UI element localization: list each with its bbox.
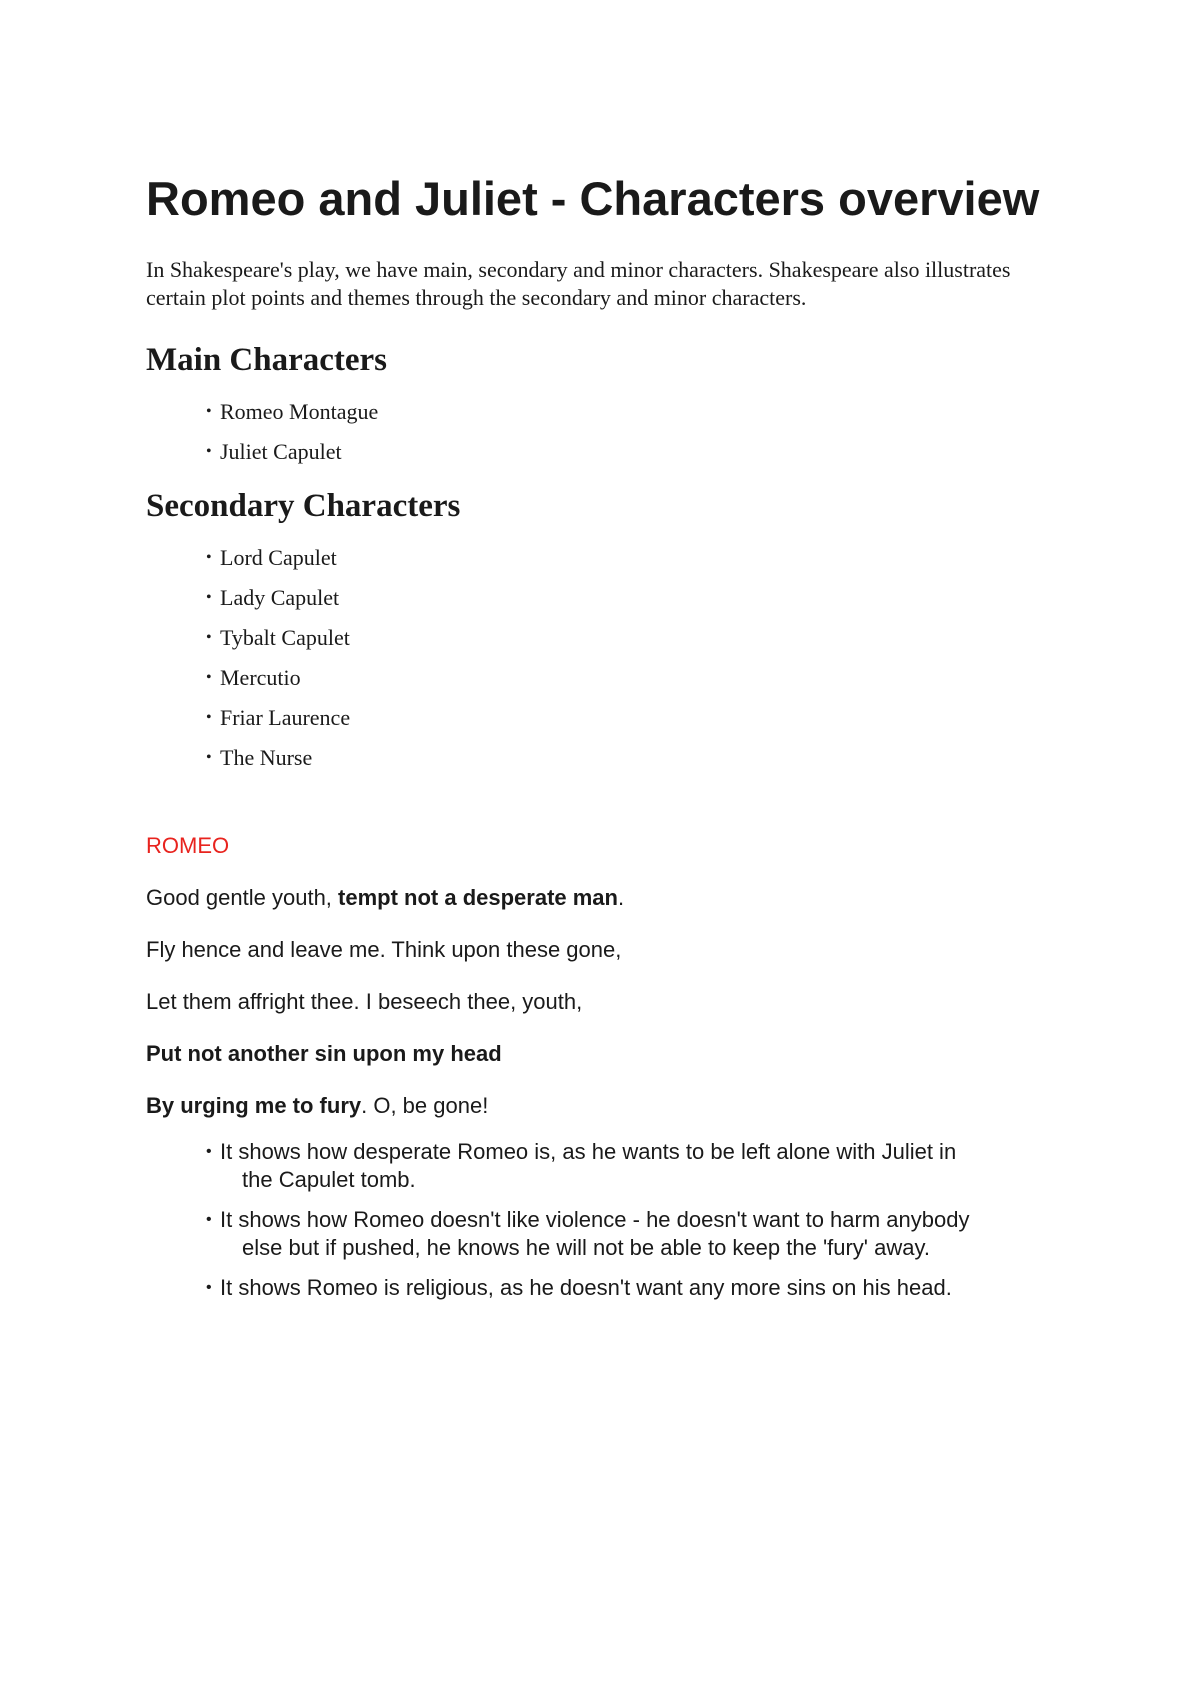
bullet-icon: • bbox=[206, 1143, 212, 1160]
secondary-characters-heading: Secondary Characters bbox=[146, 488, 461, 524]
analysis-point bbox=[220, 1274, 1006, 1302]
list-item bbox=[206, 664, 1066, 692]
list-item bbox=[206, 584, 1066, 612]
intro-paragraph: In Shakespeare's play, we have main, secondary and minor characters. Shakespeare also illustrates certain plot points and themes through the secondary and minor characters. bbox=[146, 257, 1011, 310]
analysis-text: It shows how desperate Romeo is, as he wants to be left alone with Juliet in bbox=[220, 1139, 957, 1164]
page-title: Romeo and Juliet - Characters overview bbox=[146, 172, 1040, 225]
quote-line-5 bbox=[146, 1092, 1066, 1120]
quote-line-1 bbox=[146, 884, 1066, 912]
analysis-point bbox=[220, 1206, 1006, 1262]
quote-text: . bbox=[617, 885, 625, 910]
analysis-list bbox=[146, 1138, 1006, 1302]
list-item bbox=[206, 744, 1066, 772]
main-characters-list bbox=[146, 398, 1066, 466]
list-item bbox=[206, 1138, 1006, 1194]
bullet-icon: • bbox=[206, 589, 212, 606]
quote-text: Good gentle youth, bbox=[146, 885, 339, 910]
character-name: Lady Capulet bbox=[220, 585, 340, 610]
list-item bbox=[206, 544, 1066, 572]
list-item bbox=[206, 704, 1066, 732]
speaker-label: ROMEO bbox=[146, 833, 230, 858]
analysis-text: It shows how Romeo doesn't like violence - he doesn't want to harm anybody bbox=[220, 1207, 970, 1232]
quote-emphasis: Put not another sin upon my head bbox=[146, 1041, 502, 1066]
secondary-characters-list bbox=[146, 544, 1066, 772]
character-name: Juliet Capulet bbox=[220, 439, 342, 464]
bullet-icon: • bbox=[206, 443, 212, 460]
character-name: Lord Capulet bbox=[220, 545, 337, 570]
character-name: Friar Laurence bbox=[220, 705, 351, 730]
character-name: Mercutio bbox=[220, 665, 301, 690]
bullet-icon: • bbox=[206, 1211, 212, 1228]
quote-text: . O, be gone! bbox=[361, 1093, 489, 1118]
quote-line-2: Fly hence and leave me. Think upon these gone, bbox=[146, 937, 622, 962]
bullet-icon: • bbox=[206, 629, 212, 646]
analysis-text: It shows Romeo is religious, as he doesn't want any more sins on his head. bbox=[220, 1275, 952, 1300]
bullet-icon: • bbox=[206, 669, 212, 686]
character-name: The Nurse bbox=[220, 745, 313, 770]
quote-emphasis: tempt not a desperate man bbox=[338, 885, 618, 910]
character-name: Romeo Montague bbox=[220, 399, 379, 424]
quote-emphasis: By urging me to fury bbox=[146, 1093, 362, 1118]
quote-line-4 bbox=[146, 1040, 1066, 1068]
bullet-icon: • bbox=[206, 709, 212, 726]
list-item bbox=[206, 438, 1066, 466]
bullet-icon: • bbox=[206, 403, 212, 420]
bullet-icon: • bbox=[206, 749, 212, 766]
analysis-point bbox=[220, 1138, 1006, 1194]
document-page bbox=[146, 170, 1066, 1314]
quote-line-3: Let them affright thee. I beseech thee, youth, bbox=[146, 989, 583, 1014]
list-item bbox=[206, 398, 1066, 426]
analysis-text-continued: the Capulet tomb. bbox=[242, 1167, 416, 1192]
list-item bbox=[206, 1274, 1006, 1302]
list-item bbox=[206, 1206, 1006, 1262]
main-characters-heading: Main Characters bbox=[146, 342, 388, 378]
character-name: Tybalt Capulet bbox=[220, 625, 350, 650]
bullet-icon: • bbox=[206, 1279, 212, 1296]
analysis-text-continued: else but if pushed, he knows he will not be able to keep the 'fury' away. bbox=[242, 1235, 930, 1260]
list-item bbox=[206, 624, 1066, 652]
bullet-icon: • bbox=[206, 549, 212, 566]
